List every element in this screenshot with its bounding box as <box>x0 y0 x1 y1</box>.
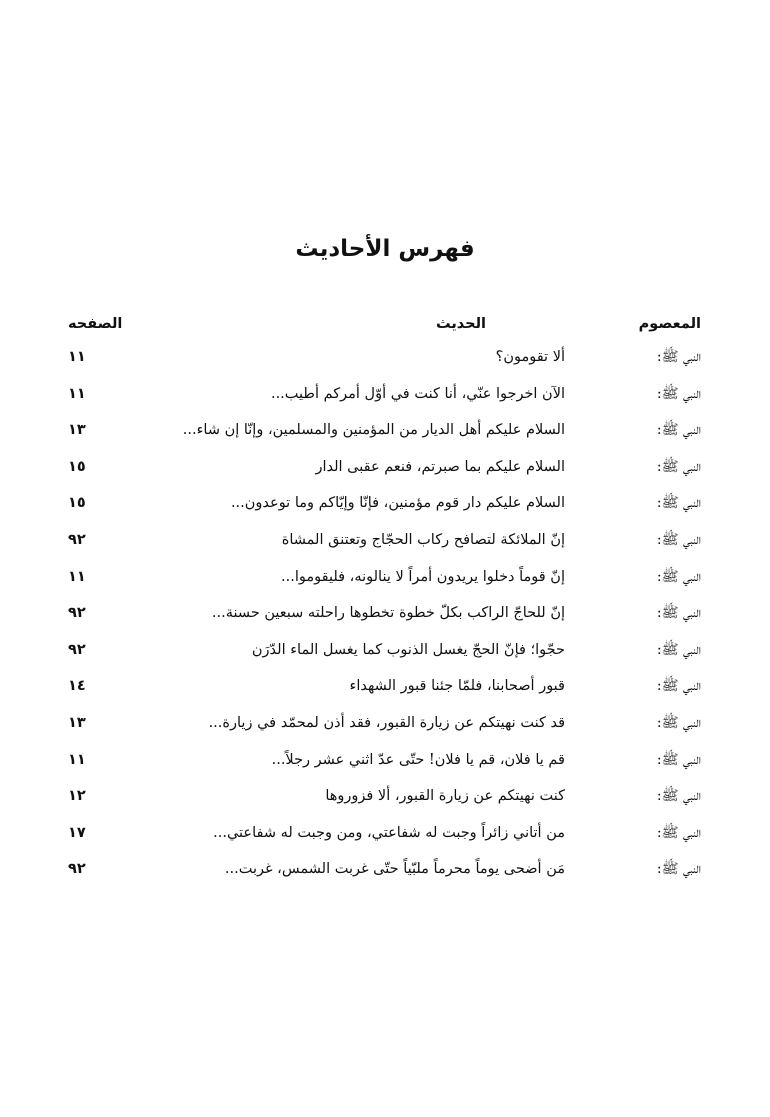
table-row <box>68 523 701 560</box>
table-row <box>68 779 701 816</box>
table-row <box>68 486 701 523</box>
row-page-number: ١١ <box>68 751 86 768</box>
table-row <box>68 852 701 889</box>
table-row <box>68 377 701 414</box>
row-hadith: مَن أضحى يوماً محرماً ملبّياً حتّى غربت الشمس، غربت... <box>224 861 565 878</box>
row-masum: النبي ﷺ: <box>656 458 701 475</box>
row-masum: النبي ﷺ: <box>656 678 701 695</box>
header-hadith: الحديث <box>435 316 487 332</box>
row-masum: النبي ﷺ: <box>656 788 701 805</box>
row-masum: النبي ﷺ: <box>656 385 701 402</box>
row-masum: النبي ﷺ: <box>656 714 701 731</box>
row-page-number: ١٤ <box>68 678 86 695</box>
row-masum: النبي ﷺ: <box>656 568 701 585</box>
table-body <box>68 340 701 889</box>
row-masum: النبي ﷺ: <box>656 861 701 878</box>
row-page-number: ١٧ <box>68 824 86 841</box>
row-masum: النبي ﷺ: <box>656 641 701 658</box>
table-row <box>68 743 701 780</box>
table-row <box>68 560 701 597</box>
row-hadith: السلام عليكم بما صبرتم، فنعم عقبى الدار <box>315 458 565 475</box>
row-hadith: كنت نهيتكم عن زيارة القبور، ألا فزوروها <box>325 788 565 805</box>
row-page-number: ٩٢ <box>68 641 86 658</box>
row-page-number: ٩٢ <box>68 605 86 622</box>
row-page-number: ١٥ <box>68 458 86 475</box>
table-row <box>68 413 701 450</box>
row-masum: النبي ﷺ: <box>656 531 701 548</box>
row-page-number: ١٥ <box>68 495 86 512</box>
hadith-index-table <box>68 312 701 889</box>
row-masum: النبي ﷺ: <box>656 824 701 841</box>
row-masum: النبي ﷺ: <box>656 349 701 365</box>
row-hadith: قم يا فلان، قم يا فلان! حتّى عدّ اثني عشر رجلاً... <box>271 751 565 768</box>
page-title: فهرس الأحاديث <box>295 236 475 262</box>
row-page-number: ١٣ <box>68 714 86 731</box>
row-hadith: حجّوا؛ فإنّ الحجّ يغسل الذنوب كما يغسل الماء الدّرَن <box>251 641 565 658</box>
table-row <box>68 706 701 743</box>
table-row <box>68 633 701 670</box>
row-page-number: ١١ <box>68 568 86 585</box>
row-page-number: ٩٢ <box>68 531 86 548</box>
table-row <box>68 669 701 706</box>
row-page-number: ١٣ <box>68 422 86 439</box>
row-page-number: ١١ <box>68 385 86 402</box>
table-row <box>68 450 701 487</box>
row-masum: النبي ﷺ: <box>656 422 701 439</box>
row-masum: النبي ﷺ: <box>656 605 701 622</box>
table-row <box>68 596 701 633</box>
row-page-number: ١٢ <box>68 788 86 805</box>
row-page-number: ١١ <box>68 349 86 365</box>
table-row <box>68 816 701 853</box>
row-page-number: ٩٢ <box>68 861 86 878</box>
row-hadith: السلام عليكم أهل الديار من المؤمنين والمسلمين، وإنّا إن شاء... <box>182 422 565 439</box>
row-hadith: الآن اخرجوا عنّي، أنا كنت في أوّل أمركم أطيب... <box>270 385 565 402</box>
row-masum: النبي ﷺ: <box>656 751 701 768</box>
row-hadith: السلام عليكم دار قوم مؤمنين، فإنّا وإيّاكم وما توعدون... <box>230 495 565 512</box>
header-page: الصفحه <box>68 316 123 332</box>
table-row <box>68 340 701 377</box>
row-hadith: إنّ للحاجّ الراكب بكلّ خطوة تخطوها راحلته سبعين حسنة... <box>211 605 565 622</box>
row-hadith: إنّ قوماً دخلوا يريدون أمراً لا ينالونه، فليقوموا... <box>281 568 565 585</box>
row-hadith: من أتاني زائراً وجبت له شفاعتي، ومن وجبت له شفاعتي... <box>213 824 565 841</box>
row-hadith: قد كنت نهيتكم عن زيارة القبور، فقد أذن لمحمّد في زيارة... <box>208 714 565 731</box>
row-hadith: إنّ الملائكة لتصافح ركاب الحجّاج وتعتنق المشاة <box>281 531 565 548</box>
row-masum: النبي ﷺ: <box>656 495 701 512</box>
table-header <box>68 312 701 340</box>
header-masum: المعصوم <box>638 316 701 332</box>
row-hadith: قبور أصحابنا، فلمّا جئنا قبور الشهداء <box>349 678 565 695</box>
row-hadith: ألا تقومون؟ <box>495 349 565 365</box>
